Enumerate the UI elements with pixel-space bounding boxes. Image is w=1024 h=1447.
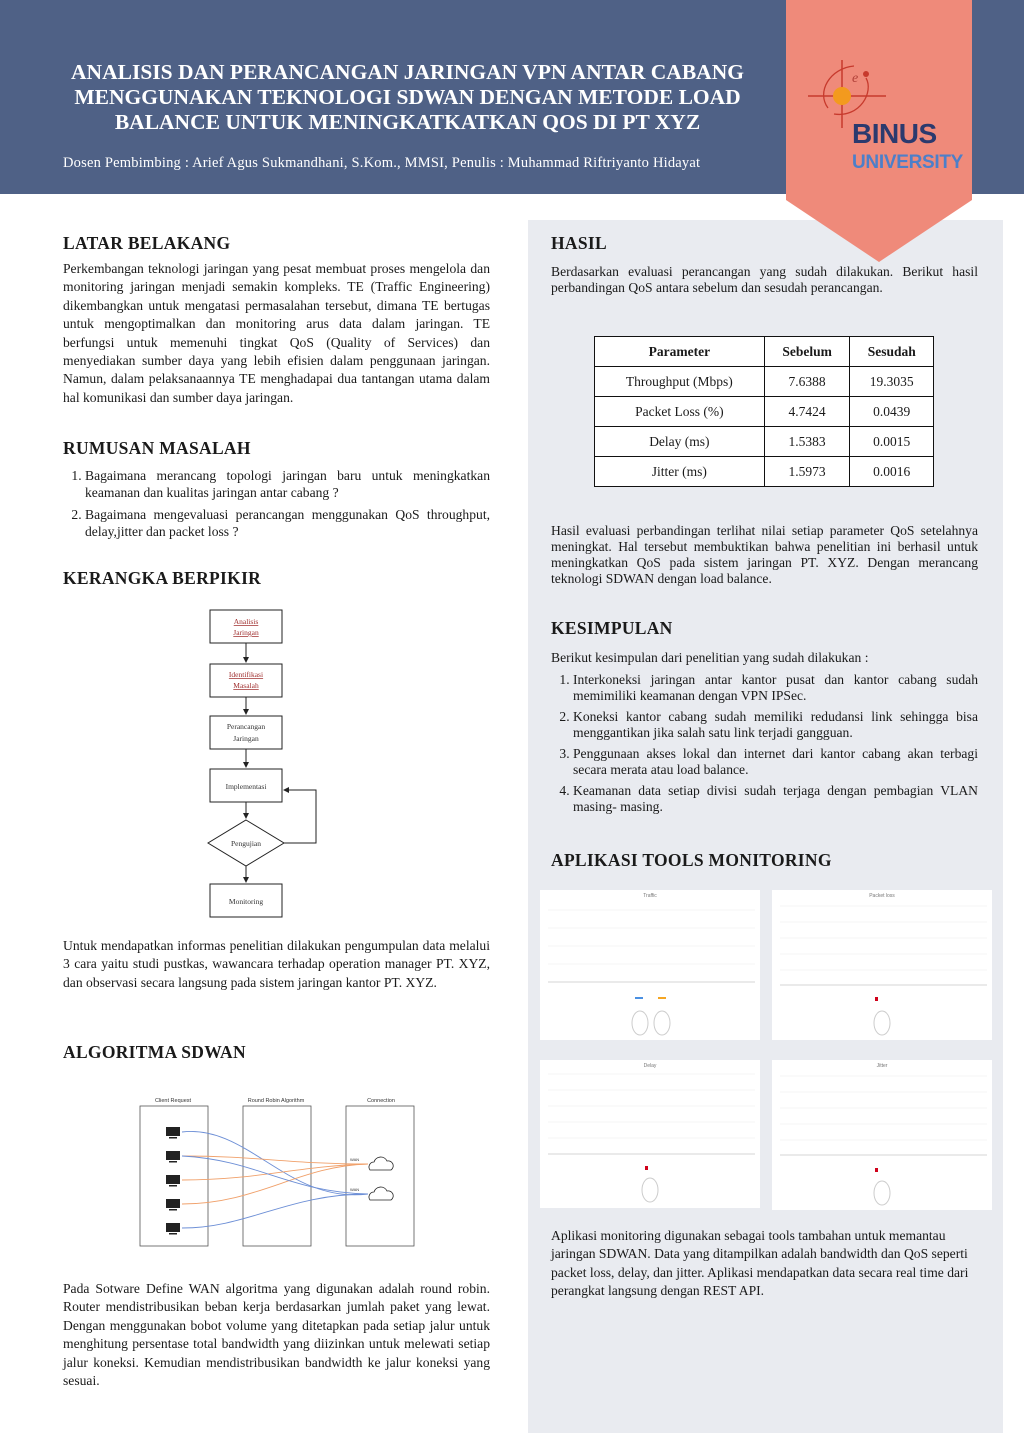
kerangka-heading: KERANGKA BERPIKIR [63, 568, 262, 588]
hasil-conclusion: Hasil evaluasi perbandingan terlihat nilai setiap parameter QoS setelahnya meningkat. Hal tersebut membuktikan bahwa penelitian ini berhasil untuk meningkatkan QoS pada sistem jaringan PT. XYZ. Dengan merancang teknologi SDWAN dengan load balance. [551, 523, 978, 586]
kesimpulan-heading: KESIMPULAN [551, 618, 673, 638]
aplikasi-heading: APLIKASI TOOLS MONITORING [551, 850, 832, 870]
table-header: Sesudah [850, 337, 934, 367]
list-item: 3. Penggunaan akses lokal dan internet dari kantor cabang akan terbagi secara merata atau load balance. [573, 746, 978, 777]
latar-text: Perkembangan teknologi jaringan yang pesat membuat proses mengelola dan monitoring jaringan menjadi semakin kompleks. TE (Traffic Engineering) dikembangkan untuk mengatasi permasalahan tersebut, dimana TE bertugas untuk mengoptimalkan dan monitoring arus data dalam jaringan. TE berfungsi untuk memenuhi tingkat QoS (Quality of Services) dan menyediakan sumber daya yang lebih efisien dalam penggunaan jaringan. Namun, dalam pelaksanaannya TE menghadapai dua tantangan utama dalam hal komunikasi dan sumber daya jaringan. [63, 261, 490, 405]
flow-step-label: Monitoring [228, 897, 264, 906]
traffic-chart-screenshot [540, 890, 760, 1040]
table-header: Parameter [595, 337, 765, 367]
table-cell: 19.3035 [850, 367, 934, 397]
table-cell: Jitter (ms) [595, 457, 765, 487]
flow-step-label: Masalah [233, 681, 259, 690]
flow-step-label: Perancangan [226, 722, 266, 731]
wan-label: WAN [350, 1157, 360, 1162]
rumusan-list [63, 468, 490, 546]
list-item: 1. Interkoneksi jaringan antar kantor pusat dan kantor cabang sudah memimiliki keamanan dengan VPN IPSec. [573, 672, 978, 703]
list-item: 4. Keamanan data setiap divisi sudah terjaga dengan pembagian VLAN masing- masing. [573, 783, 978, 814]
wan-label: WAN [350, 1187, 360, 1192]
poster-title: ANALISIS DAN PERANCANGAN JARINGAN VPN ANTAR CABANG MENGGUNAKAN TEKNOLOGI SDWAN DENGAN METODE LOAD BALANCE UNTUK MENINGKATKATKAN QOS DI PT XYZ [71, 60, 744, 134]
qos-results-table [594, 336, 934, 487]
flowchart-diagram [200, 602, 340, 924]
packet-loss-chart-screenshot [772, 890, 992, 1040]
table-cell: 7.6388 [764, 367, 850, 397]
kesimpulan-intro: Berikut kesimpulan dari penelitian yang sudah dilakukan : [551, 650, 869, 665]
table-header: Sebelum [764, 337, 850, 367]
flow-step-label: Pengujian [231, 839, 261, 848]
flow-step-label: Analisis [233, 617, 259, 626]
flow-step-label: Identifikasi [228, 670, 264, 679]
diagram-col-label: Round Robin Algorithm [247, 1098, 305, 1104]
algoritma-heading: ALGORITMA SDWAN [63, 1042, 246, 1062]
table-row [595, 427, 934, 457]
diagram-col-label: Client Request [154, 1098, 192, 1104]
diagram-col-label: Connection [367, 1098, 395, 1104]
kesimpulan-list [551, 672, 978, 820]
table-row [595, 367, 934, 397]
aplikasi-text: Aplikasi monitoring digunakan sebagai tools tambahan untuk memantau jaringan SDWAN. Data yang ditampilkan adalah bandwidth dan QoS seperti packet loss, delay, dan jitter. Aplikasi mendapatkan data secara real time dari perangkat langsung dengan REST API. [551, 1228, 969, 1299]
hasil-intro: Berdasarkan evaluasi perancangan yang sudah dilakukan. Berikut hasil perbandingan QoS antara sebelum dan sesudah perancangan. [551, 264, 978, 295]
table-cell: Packet Loss (%) [595, 397, 765, 427]
flow-step-box [210, 610, 282, 643]
logo-binus-text: BINUS [852, 118, 937, 149]
table-row [595, 397, 934, 427]
round-robin-diagram [138, 1094, 418, 1250]
flow-step-label: Jaringan [233, 734, 259, 743]
table-cell: Throughput (Mbps) [595, 367, 765, 397]
logo-university-text: UNIVERSITY [852, 152, 964, 173]
kerangka-text: Untuk mendapatkan informas penelitian dilakukan pengumpulan data melalui 3 cara yaitu studi pustkas, wawancara terhadap operation manager PT. XYZ, dan observasi secara langsung pada sistem jaringan kantor PT. XYZ. [63, 938, 490, 990]
rumusan-heading: RUMUSAN MASALAH [63, 438, 251, 458]
table-cell: Delay (ms) [595, 427, 765, 457]
list-item: 2. Bagaimana mengevaluasi perancangan menggunakan QoS throughput, delay,jitter dan packet loss ? [85, 507, 490, 540]
list-item: 2. Koneksi kantor cabang sudah memiliki redudansi link sehingga bisa menggantikan jika salah satu link terjadi gangguan. [573, 709, 978, 740]
flow-step-box [210, 716, 282, 749]
table-cell: 4.7424 [764, 397, 850, 427]
chart-title: Jitter [876, 1063, 888, 1069]
binus-logo-icon [808, 52, 888, 128]
table-cell: 0.0015 [850, 427, 934, 457]
table-cell: 1.5383 [764, 427, 850, 457]
table-row [595, 457, 934, 487]
jitter-chart-screenshot [772, 1060, 992, 1210]
table-cell: 0.0439 [850, 397, 934, 427]
table-cell: 1.5973 [764, 457, 850, 487]
table-header-row [595, 337, 934, 367]
flow-step-label: Implementasi [225, 782, 267, 791]
svg-text:e: e [852, 71, 859, 86]
chart-title: Delay [643, 1063, 657, 1069]
latar-heading: LATAR BELAKANG [63, 233, 231, 253]
table-cell: 0.0016 [850, 457, 934, 487]
hasil-heading: HASIL [551, 233, 607, 253]
chart-title: Packet loss [869, 893, 895, 899]
chart-title: Traffic [643, 893, 657, 899]
authors-line: Dosen Pembimbing : Arief Agus Sukmandhani, S.Kom., MMSI, Penulis : Muhammad Riftriyanto Hidayat [63, 155, 701, 171]
algoritma-text: Pada Sotware Define WAN algoritma yang digunakan adalah round robin. Router mendistribusikan beban kerja berdasarkan jumlah paket yang lewat. Dengan menggunakan bobot volume yang ditetapkan pada setiap jalur untuk menghitung persentase total bandwidth yang diizinkan untuk melewati setiap jalur koneksi. Kemudian mendistribusikan bandwidth ke jalur koneksi yang sesuai. [63, 1281, 490, 1389]
list-item: 1. Bagaimana merancang topologi jaringan baru untuk meningkatkan keamanan dan kualitas jaringan antar cabang ? [85, 468, 490, 501]
delay-chart-screenshot [540, 1060, 760, 1208]
flow-step-label: Jaringan [233, 628, 259, 637]
